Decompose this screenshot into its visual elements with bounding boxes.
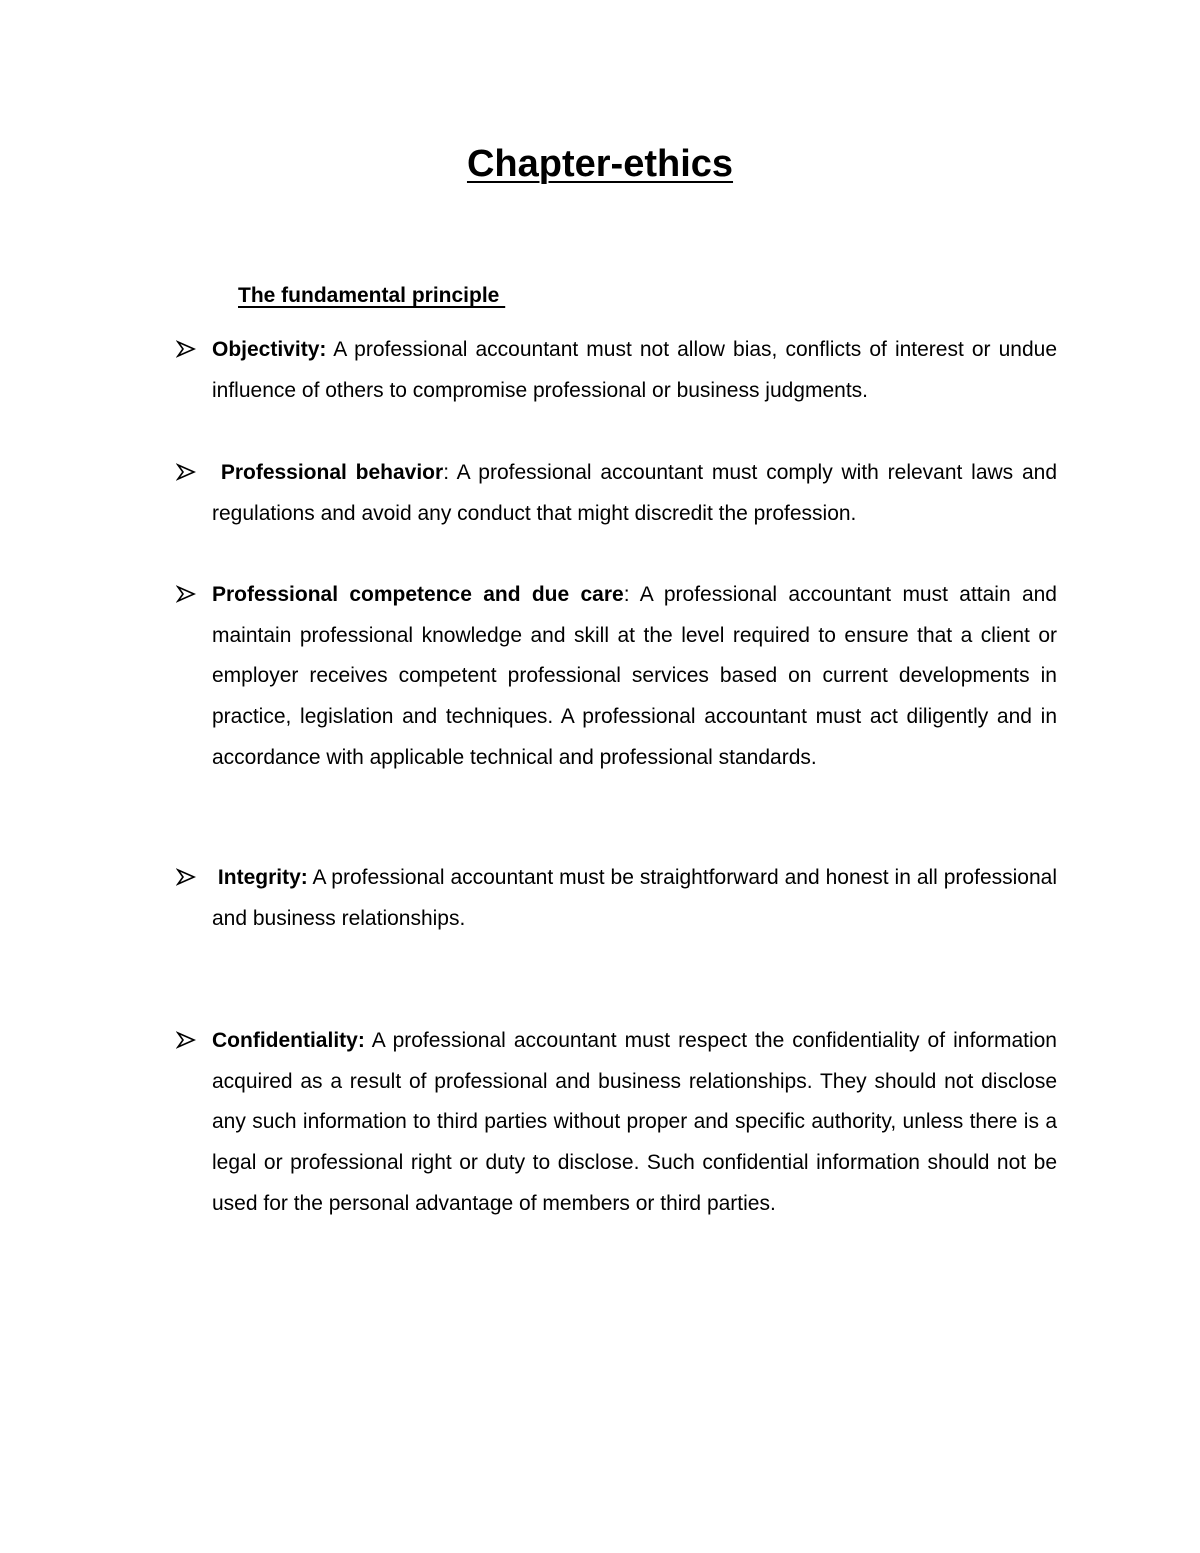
item-text: : A professional accountant must attain and maintain professional knowledge and skill at the level required to ensure that a client or employer receives competent professional services based on current developments in practice, legislation and techniques. A professional accountant must act diligently and in accordance with applicable technical and professional standards. [212, 583, 1057, 769]
arrowhead-bullet-icon [176, 462, 196, 482]
item-text: : A professional accountant must comply with relevant laws and regulations and avoid any conduct that might discredit the profession. [212, 461, 1058, 525]
item-term: Integrity: [217, 866, 308, 889]
principle-item-integrity [212, 858, 1057, 939]
item-text: A professional accountant must respect the confidentiality of information acquired as a result of professional and business relationships. They should not disclose any such information to third parties without proper and specific authority, unless there is a legal or professional right or duty to disclose. Such confidential information should not be used for the personal advantage of members or third parties. [212, 1029, 1057, 1215]
page-title [0, 141, 1200, 187]
item-lead-space [212, 461, 221, 484]
item-text: A professional accountant must be straightforward and honest in all professional and business relationships. [212, 866, 1057, 930]
item-term: Professional competence and due care [212, 583, 624, 606]
item-term: Objectivity: [212, 338, 327, 361]
title-text: Chapter-ethics [466, 143, 734, 185]
principle-item-objectivity [212, 330, 1057, 411]
arrowhead-bullet-icon [176, 867, 196, 887]
item-term: Professional behavior [220, 461, 444, 484]
section-heading: The fundamental principle [238, 284, 506, 307]
principle-item-confidentiality [212, 1021, 1057, 1225]
principle-item-professional-behavior [212, 453, 1057, 534]
arrowhead-bullet-icon [176, 339, 196, 359]
item-text: A professional accountant must not allow bias, conflicts of interest or undue influence of others to compromise professional or business judgments. [212, 338, 1057, 402]
principle-item-competence [212, 575, 1057, 779]
arrowhead-bullet-icon [176, 584, 196, 604]
arrowhead-bullet-icon [176, 1030, 196, 1050]
item-term: Confidentiality: [212, 1029, 365, 1052]
